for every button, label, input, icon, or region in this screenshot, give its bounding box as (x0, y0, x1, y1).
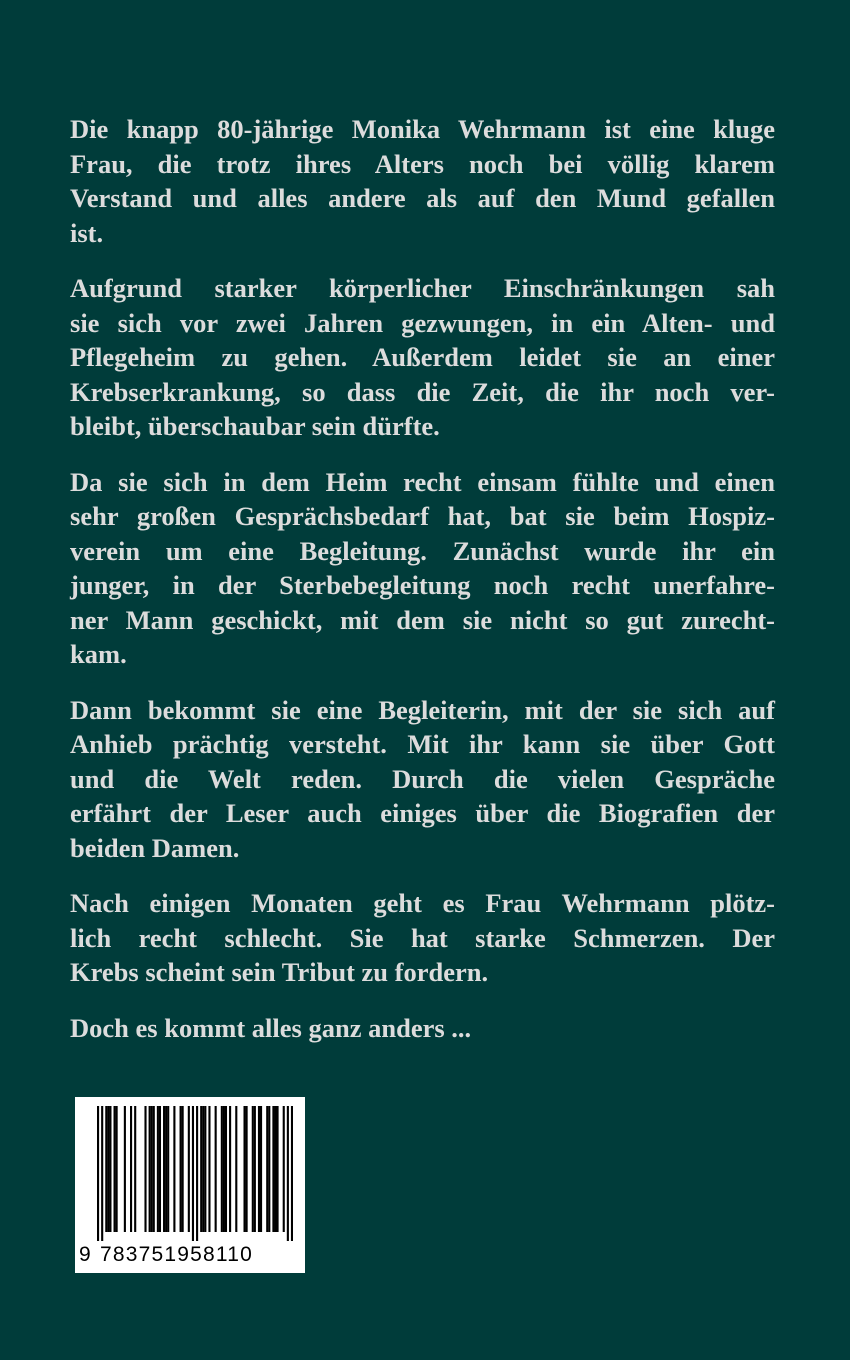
blurb-line: Aufgrund starker körperlicher Einschränkungen sah (70, 273, 775, 303)
back-cover-blurb (70, 112, 775, 1066)
blurb-paragraph-6 (70, 1011, 775, 1046)
barcode-bar (167, 1106, 169, 1232)
blurb-line: und die Welt reden. Durch die vielen Gespräche (70, 763, 775, 794)
barcode-bar (182, 1106, 184, 1232)
blurb-line: Frau, die trotz ihres Alters noch bei völlig klarem (70, 148, 775, 179)
blurb-paragraph-4 (70, 693, 775, 866)
barcode-bar (180, 1106, 182, 1232)
blurb-line: beiden Damen. (70, 832, 240, 863)
barcode-bar (252, 1106, 254, 1232)
blurb-line: Krebs scheint sein Tribut zu fordern. (70, 957, 489, 987)
blurb-line: kam. (70, 639, 127, 669)
barcode-bar (274, 1106, 276, 1232)
blurb-paragraph-1 (70, 112, 775, 250)
barcode-bar (200, 1106, 202, 1232)
barcode-bar (114, 1106, 116, 1232)
barcode-bar (165, 1106, 167, 1232)
barcode-bar (272, 1106, 274, 1232)
barcode-bar (276, 1106, 278, 1232)
blurb-paragraph-3 (70, 465, 775, 672)
barcode-bar (134, 1106, 136, 1232)
blurb-line: erfährt der Leser auch einiges über die Biografien der (70, 798, 775, 828)
barcode-bar (258, 1106, 260, 1232)
barcode-bar (157, 1106, 159, 1232)
barcode-bar (283, 1106, 285, 1232)
barcode-bar (291, 1106, 293, 1241)
barcode-bar (215, 1106, 217, 1232)
isbn-barcode (75, 1097, 305, 1273)
barcode-bar (105, 1106, 107, 1232)
barcode-number (75, 1241, 305, 1269)
barcode-bar (196, 1106, 198, 1241)
barcode-bar (107, 1106, 109, 1232)
blurb-line: Anhieb prächtig versteht. Mit ihr kann sie über Gott (70, 729, 775, 759)
barcode-bar (221, 1106, 223, 1232)
barcode-bar (223, 1106, 225, 1232)
barcode-digits: 783751958110 (100, 1243, 253, 1266)
barcode-bar (124, 1106, 126, 1232)
barcode-bar (130, 1106, 132, 1232)
barcode-bar (287, 1106, 289, 1241)
blurb-line: Die knapp 80-jährige Monika Wehrmann ist eine kluge (70, 114, 775, 144)
blurb-line: bleibt, überschaubar sein dürfte. (70, 411, 440, 441)
blurb-line: junger, in der Sterbebegleitung noch recht unerfahre- (70, 570, 775, 600)
barcode-bar (159, 1106, 161, 1232)
blurb-line: Da sie sich in dem Heim recht einsam fühlte und einen (70, 466, 775, 497)
blurb-line: ist. (70, 217, 104, 248)
barcode-bar (153, 1106, 155, 1232)
blurb-line: lich recht schlecht. Sie hat starke Schmerzen. Der (70, 922, 775, 953)
barcode-bar (173, 1106, 175, 1232)
barcode-bar (204, 1106, 206, 1232)
barcode-bar (246, 1106, 248, 1232)
barcode-bar (225, 1106, 227, 1232)
blurb-line: Nach einigen Monaten geht es Frau Wehrmann plötz- (70, 888, 775, 918)
barcode-bar (208, 1106, 210, 1232)
barcode-first-digit: 9 (79, 1243, 92, 1266)
barcode-bar (229, 1106, 231, 1232)
barcode-bar (266, 1106, 268, 1232)
barcode-bar (101, 1106, 103, 1241)
barcode-bar (149, 1106, 151, 1232)
barcode-bar (268, 1106, 270, 1232)
blurb-paragraph-2 (70, 271, 775, 444)
barcode-bar (202, 1106, 204, 1232)
blurb-line: sehr großen Gesprächsbedarf hat, bat sie beim Hospiz- (70, 501, 775, 531)
blurb-paragraph-5 (70, 886, 775, 990)
barcode-bar (192, 1106, 194, 1241)
barcode-bar (163, 1106, 165, 1232)
blurb-line: ner Mann geschickt, mit dem sie nicht so gut zurecht- (70, 604, 775, 635)
barcode-bar (144, 1106, 146, 1232)
barcode-bar (243, 1106, 245, 1232)
blurb-line: sie sich vor zwei Jahren gezwungen, in ein Alten- und (70, 307, 775, 338)
barcode-bar (116, 1106, 118, 1232)
blurb-line: verein um eine Begleitung. Zunächst wurde ihr ein (70, 535, 775, 566)
barcode-bar (260, 1106, 262, 1232)
barcode-bar (109, 1106, 111, 1232)
barcode-bars (97, 1106, 293, 1241)
blurb-line: Krebserkrankung, so dass die Zeit, die ihr noch ver- (70, 376, 775, 407)
barcode-bar (188, 1106, 190, 1232)
blurb-line: Doch es kommt alles ganz anders ... (70, 1012, 472, 1043)
blurb-line: Pflegeheim zu gehen. Außerdem leidet sie an einer (70, 342, 775, 372)
blurb-line: Dann bekommt sie eine Begleiterin, mit der sie sich auf (70, 694, 775, 725)
barcode-bar (235, 1106, 237, 1232)
barcode-bar (151, 1106, 153, 1232)
barcode-bar (254, 1106, 256, 1232)
blurb-line: Verstand und alles andere als auf den Mund gefallen (70, 183, 775, 213)
barcode-bar (97, 1106, 99, 1241)
